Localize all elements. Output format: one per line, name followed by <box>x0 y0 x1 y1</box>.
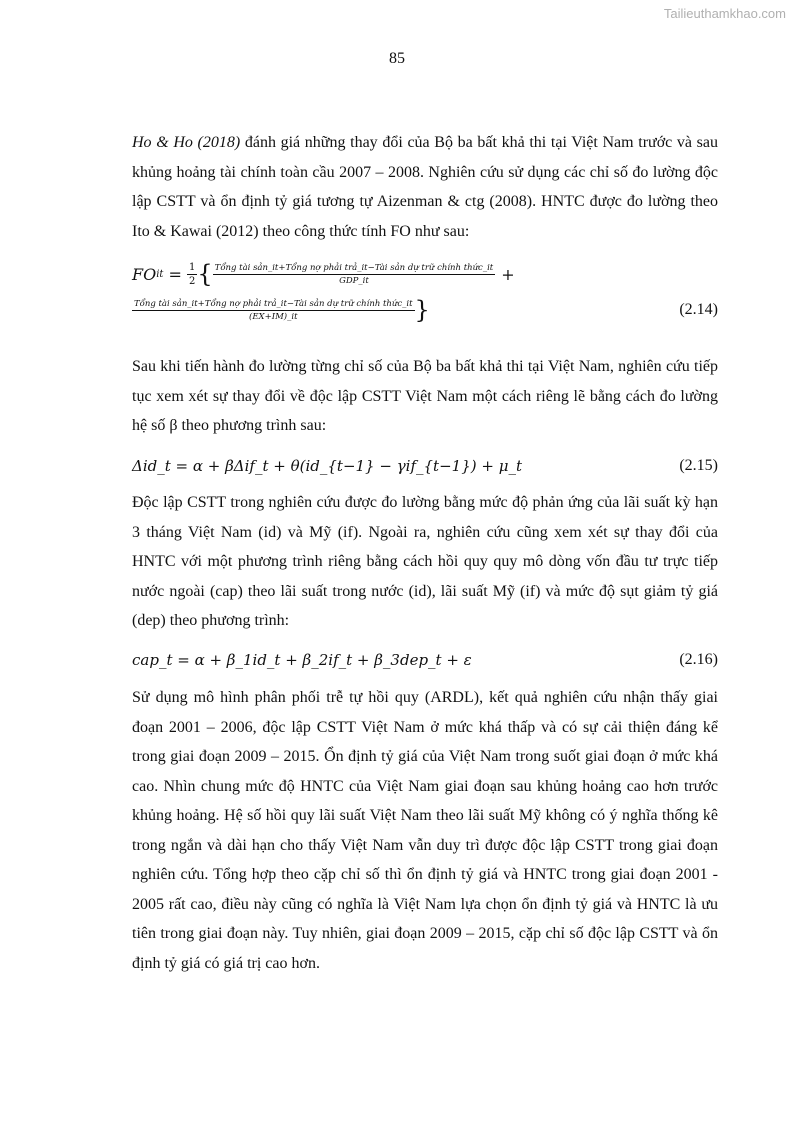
eq14-frac2-den: (EX+IM)_it <box>249 311 298 322</box>
eq16-number: (2.16) <box>679 651 718 668</box>
eq14-right-brace: } <box>414 296 430 324</box>
equation-2-14 <box>132 256 718 328</box>
eq14-half-den: 2 <box>189 275 196 287</box>
eq14-frac2-num: Tổng tài sản_it+Tổng nợ phải trả_it−Tài sản dự trữ chính thức_it <box>134 298 413 309</box>
eq14-plus: + <box>501 264 515 284</box>
eq15-formula: Δid_t = α + βΔif_t + θ(id_{t−1} − γif_{t−1}) + μ_t <box>132 457 522 475</box>
eq14-lhs: FO <box>132 264 157 284</box>
eq14-lhs-sub: it <box>156 268 164 280</box>
paragraph-4: Sử dụng mô hình phân phối trễ tự hồi quy (ARDL), kết quả nghiên cứu nhận thấy giai đoạn 2001 – 2006, độc lập CSTT Việt Nam ở mức khá thấp và có sự cải thiện đáng kể trong giai đoạn 2009 – 2015. Ổn định tỷ giá của Việt Nam trong suốt giai đoạn ở mức khá cao. Nhìn chung mức độ HNTC của Việt Nam giai đoạn sau khủng hoảng cao hơn trước khủng hoảng. Hệ số hồi quy lãi suất Việt Nam theo lãi suất Mỹ không có ý nghĩa thống kê trong ngắn và dài hạn cho thấy Việt Nam vẫn duy trì được độc lập CSTT trong giai đoạn nghiên cứu. Tổng hợp theo cặp chỉ số thì ổn định tỷ giá và HNTC trong giai đoạn 2001 - 2005 rất cao, điều này cũng có nghĩa là Việt Nam lựa chọn ổn định tỷ giá và HNTC là ưu tiên trong giai đoạn này. Tuy nhiên, giai đoạn 2009 – 2015, cặp chỉ số độc lập CSTT và ổn định tỷ giá có giá trị cao hơn. <box>132 689 718 972</box>
paragraph-1 <box>132 128 718 246</box>
eq14-fraction-1 <box>213 263 496 286</box>
equation-2-15 <box>132 452 718 480</box>
eq14-equals: = <box>163 264 188 284</box>
eq14-number: (2.14) <box>679 301 718 318</box>
citation: Ho & Ho (2018) <box>132 134 241 151</box>
eq16-formula: cap_t = α + β_1id_t + β_2if_t + β_3dep_t + ε <box>132 651 472 669</box>
paragraph-2: Sau khi tiến hành đo lường từng chỉ số của Bộ ba bất khả thi tại Việt Nam, nghiên cứu tiếp tục xem xét sự thay đổi về độc lập CSTT Việt Nam một cách riêng lẽ bằng cách đo lường hệ số β theo phương trình sau: <box>132 358 718 434</box>
eq15-number: (2.15) <box>679 457 718 474</box>
eq14-frac1-num: Tổng tài sản_it+Tổng nợ phải trả_it−Tài sản dự trữ chính thức_it <box>214 262 494 273</box>
eq14-half-num: 1 <box>189 261 196 273</box>
paragraph-1-text: đánh giá những thay đổi của Bộ ba bất khả thi tại Việt Nam trước và sau khủng hoảng tài chính toàn cầu 2007 – 2008. Nghiên cứu sử dụng các chỉ số đo lường độc lập CSTT và ổn định tỷ giá tương tự Aizenman & ctg (2008). HNTC được đo lường theo Ito & Kawai (2012) theo công thức tính FO như sau: <box>132 134 718 240</box>
eq14-frac1-den: GDP_it <box>339 275 369 286</box>
eq14-left-brace: { <box>197 260 213 288</box>
watermark: Tailieuthamkhao.com <box>663 6 786 21</box>
equation-2-16 <box>132 646 718 674</box>
page-number: 85 <box>389 50 405 67</box>
eq14-fraction-2 <box>132 299 415 322</box>
eq14-half <box>187 262 197 287</box>
paragraph-3: Độc lập CSTT trong nghiên cứu được đo lường bằng mức độ phản ứng của lãi suất kỳ hạn 3 tháng Việt Nam (id) và Mỹ (if). Ngoài ra, nghiên cứu cũng xem xét sự thay đổi của HNTC với một phương trình riêng bằng cách hồi quy quy mô dòng vốn đầu tư trực tiếp nước ngoài (cap) theo lãi suất trong nước (id), lãi suất Mỹ (if) và mức độ sụt giảm tỷ giá (dep) theo phương trình: <box>132 494 718 629</box>
